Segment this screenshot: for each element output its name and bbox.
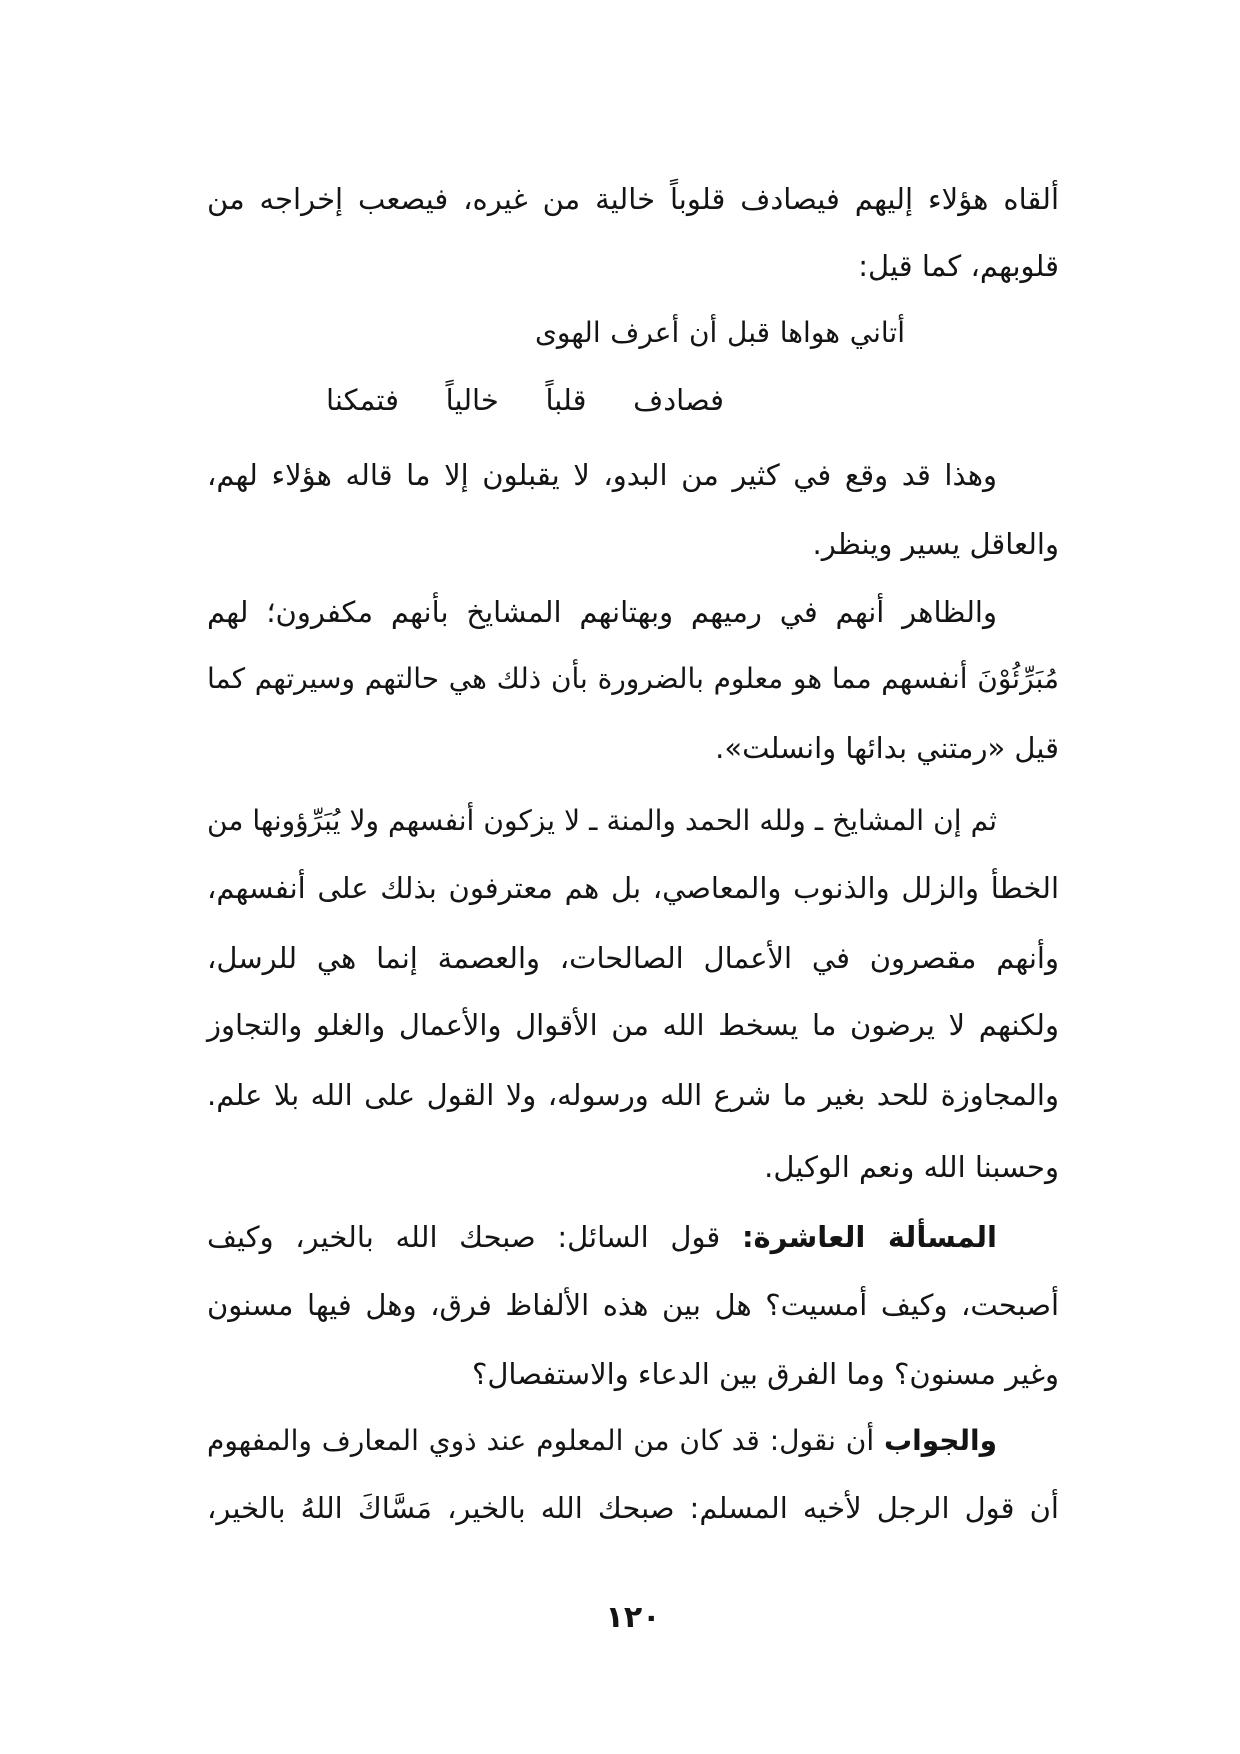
text-line: ألقاه هؤلاء إليهم فيصادف قلوباً خالية من غيره، فيصعب إخراجه من bbox=[207, 182, 1059, 216]
text-line: ولكنهم لا يرضون ما يسخط الله من الأقوال والأعمال والغلو والتجاوز bbox=[207, 1008, 1059, 1042]
text-line: وغير مسنون؟ وما الفرق بين الدعاء والاستفصال؟ bbox=[471, 1357, 1059, 1391]
page-number: ١٢٠ bbox=[605, 1600, 661, 1635]
text-line: والعاقل يسير وينظر. bbox=[812, 527, 1059, 561]
text-line bbox=[207, 1416, 997, 1466]
text-span: قول السائل: صبحك الله بالخير، وكيف bbox=[207, 1220, 721, 1254]
verse-first-hemistich: أتاني هواها قبل أن أعرف الهوى bbox=[535, 316, 905, 349]
text-line bbox=[207, 1212, 997, 1262]
text-line: قلوبهم، كما قيل: bbox=[858, 249, 1059, 283]
verse-second-hemistich: فصادف قلباً خالياً فتمكنا bbox=[326, 383, 724, 417]
text-line: وحسبنا الله ونعم الوكيل. bbox=[764, 1150, 1059, 1184]
text-line: أصبحت، وكيف أمسيت؟ هل بين هذه الألفاظ فرق، وهل فيها مسنون bbox=[207, 1288, 1059, 1322]
text-line: أن قول الرجل لأخيه المسلم: صبحك الله بالخير، مَسَّاكَ اللهُ بالخير، bbox=[207, 1491, 1059, 1525]
text-line: وأنهم مقصرون في الأعمال الصالحات، والعصمة إنما هي للرسل، bbox=[207, 941, 1059, 975]
text-line: والمجاوزة للحد بغير ما شرع الله ورسوله، ولا القول على الله بلا علم. bbox=[207, 1078, 1059, 1112]
text-line: الخطأ والزلل والذنوب والمعاصي، بل هم معترفون بذلك على أنفسهم، bbox=[207, 871, 1059, 905]
text-line: مُبَرِّئُوْنَ أنفسهم مما هو معلوم بالضرورة بأن ذلك هي حالتهم وسيرتهم كما bbox=[207, 662, 1059, 695]
answer-heading: والجواب bbox=[884, 1424, 997, 1457]
text-span: أن نقول: قد كان من المعلوم عند ذوي المعارف والمفهوم bbox=[207, 1424, 875, 1457]
text-line: والظاهر أنهم في رميهم وبهتانهم المشايخ بأنهم مكفرون؛ لهم bbox=[207, 595, 997, 629]
question-heading: المسألة العاشرة: bbox=[741, 1220, 997, 1254]
text-line: ثم إن المشايخ ـ ولله الحمد والمنة ـ لا يزكون أنفسهم ولا يُبَرِّؤونها من bbox=[207, 804, 997, 837]
text-line: قيل «رمتني بدائها وانسلت». bbox=[715, 731, 1059, 765]
text-line: وهذا قد وقع في كثير من البدو، لا يقبلون إلا ما قاله هؤلاء لهم، bbox=[207, 458, 997, 492]
